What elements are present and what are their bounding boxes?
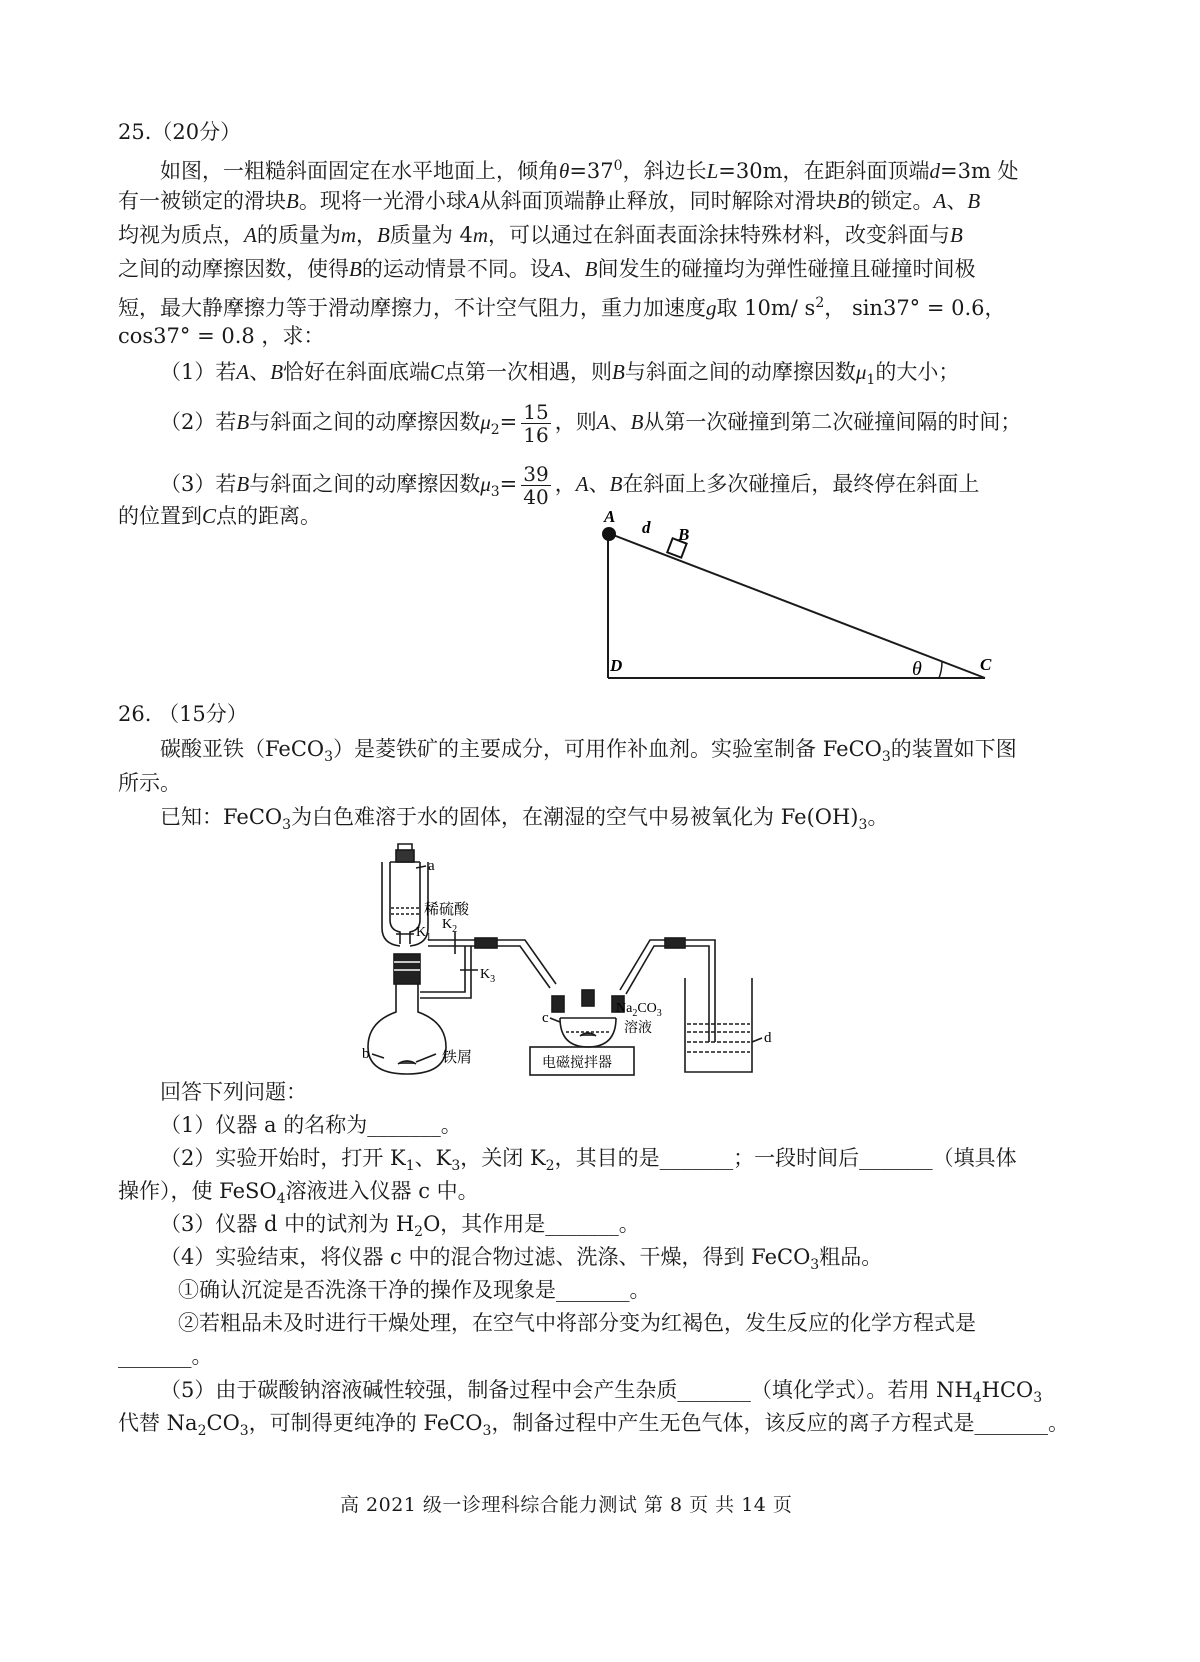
funnel-stopper [398,844,412,850]
label-b: B [678,525,690,544]
label-k1: $K_1$ [416,925,432,943]
label-c: c [542,1010,549,1026]
label-acid: 稀硫酸 [424,902,470,918]
angle-arc [939,662,942,678]
q25-para-line-6: cos37° = 0.8 ，求： [118,324,325,348]
label-k3: $K_3$ [480,967,496,985]
label-solution: 溶液 [624,1021,652,1036]
q25-sub-3: （3）若B与斜面之间的动摩擦因数$\mu_3=$ $\frac{39}{40}$ ，A、B在斜面上多次碰撞后，最终停在斜面上 [160,462,980,509]
q26-known: 已知：FeCO$_3$为白色难溶于水的固体，在潮湿的空气中易被氧化为 $Fe(OH)_3$。 [160,805,889,834]
q25-para-line-5: 短，最大静摩擦力等于滑动摩擦力，不计空气阻力，重力加速度g取 10m/ $s^2$， sin37° = 0.6， [118,295,1006,320]
fraction-15-16: $\frac{15}{16}$ [523,400,549,447]
ball-a [602,527,616,541]
label-theta: θ [912,658,922,680]
label-na2co3: $Na_2CO_3$ [616,1001,662,1019]
label-stirrer: 电磁搅拌器 [542,1056,612,1071]
fraction-39-40: $\frac{39}{40}$ [523,462,549,509]
q26-q1: （1）仪器 a 的名称为_______。 [160,1113,462,1137]
label-a: A [604,507,616,526]
q26-q3: （3）仪器 d 中的试剂为 $H_2O$，其作用是_______。 [160,1212,640,1241]
q26-q4-1: ①确认沉淀是否洗涤干净的操作及现象是_______。 [178,1278,651,1302]
label-d-corner: D [610,656,623,675]
q26-q2-line-2: 操作），使 FeSO$_4$溶液进入仪器 c 中。 [118,1179,479,1208]
q26-q2-line-1: （2）实验开始时，打开 $K_1$、$K_3$，关闭 $K_2$，其目的是_______；一段时间后_______（填具体 [160,1146,1017,1175]
q25-para-line-1: 如图，一粗糙斜面固定在水平地面上，倾角$\theta=37^0$，斜边长L=30m，在距斜面顶端d=3m 处 [160,158,1019,183]
q25-para-line-3: 均视为质点，A的质量为m，B质量为 4m，可以通过在斜面表面涂抹特殊材料，改变斜面与B [118,223,963,247]
q26-number: 26. （15分） [118,702,248,726]
incline-diagram [590,505,1010,690]
label-iron: 铁屑 [442,1050,473,1066]
q25-sub-1: （1）若A、B恰好在斜面底端C点第一次相遇，则B与斜面之间的动摩擦因数$\mu_1$的大小； [160,360,960,389]
q25-number: 25.（20分） [118,120,242,144]
q26-q4: （4）实验结束，将仪器 c 中的混合物过滤、洗涤、干燥，得到 FeCO$_3$粗品。 [160,1245,883,1274]
flask-stopper [394,954,420,984]
q26-q4-2-blank: _______。 [118,1344,213,1368]
q25-sub-2: （2）若B与斜面之间的动摩擦因数$\mu_2=$ $\frac{15}{16}$ ，则A、B从第一次碰撞到第二次碰撞间隔的时间； [160,400,1022,447]
q26-q5-line-1: （5）由于碳酸钠溶液碱性较强，制备过程中会产生杂质_______（填化学式）。若用 $NH_4HCO_3$ [160,1378,1043,1407]
label-c: C [980,655,992,674]
q26-q4-2: ②若粗品未及时进行干燥处理，在空气中将部分变为红褐色，发生反应的化学方程式是 [178,1311,976,1335]
incline-slope [608,533,985,678]
beaker-d [685,978,752,1072]
page-footer: 高 2021 级一诊理科综合能力测试 第 8 页 共 14 页 [340,1494,793,1516]
q25-para-line-2: 有一被锁定的滑块B。现将一光滑小球A从斜面顶端静止释放，同时解除对滑块B的锁定。A、B [118,189,981,213]
funnel-cap [396,850,414,862]
q25-sub-3-cont: 的位置到C点的距离。 [118,504,322,528]
label-d: d [642,518,651,537]
label-d: d [764,1030,772,1046]
k3-branch [420,946,471,998]
q26-intro-line-2: 所示。 [118,771,181,795]
label-a: a [428,858,435,874]
q26-answer-intro: 回答下列问题： [160,1080,307,1104]
label-b: b [362,1046,370,1062]
q26-intro-line-1: 碳酸亚铁（FeCO$_3$）是菱铁矿的主要成分，可用作补血剂。实验室制备 FeCO$_3$的装置如下图 [160,737,1017,766]
q26-q5-line-2: 代替 $Na_2CO_3$，可制得更纯净的 FeCO$_3$，制备过程中产生无色气体，该反应的离子方程式是_______。 [118,1411,1069,1440]
q25-para-line-4: 之间的动摩擦因数，使得B的运动情景不同。设A、B间发生的碰撞均为弹性碰撞且碰撞时间极 [118,257,976,281]
apparatus-diagram [360,832,790,1082]
label-k2: $K_2$ [442,917,458,935]
